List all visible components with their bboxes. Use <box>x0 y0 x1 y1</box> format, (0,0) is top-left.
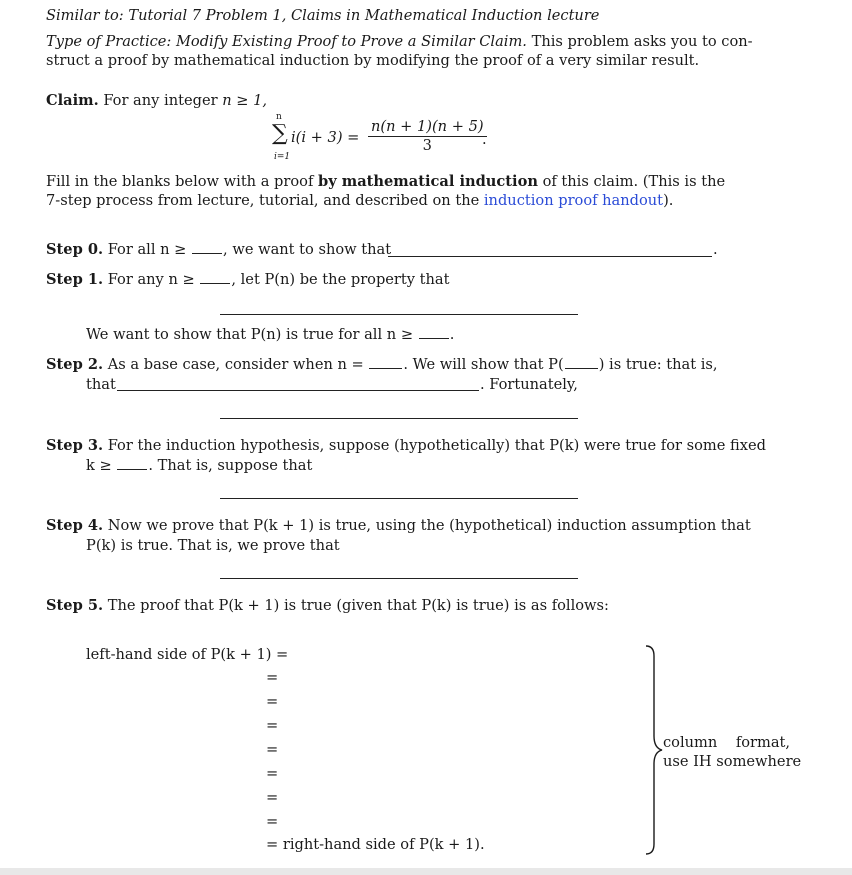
derivation-eq-1[interactable]: = <box>266 669 279 686</box>
step-4-line-2: P(k) is true. That is, we prove that <box>86 537 340 554</box>
instructions-line-1 <box>46 172 725 192</box>
instr-text-2c: ). <box>663 192 674 209</box>
step-3-text-a: For the induction hypothesis, suppose (hypothetically) that P(k) were true for some fixed <box>103 437 766 454</box>
induction-handout-link[interactable]: induction proof handout <box>483 192 664 209</box>
fraction-denominator: 3 <box>422 137 432 154</box>
step-1-want-blank[interactable] <box>419 326 449 339</box>
step-4 <box>46 516 751 536</box>
step-1-property-blank[interactable] <box>220 314 578 315</box>
step-3-line-2 <box>86 456 312 476</box>
step-0-n-blank[interactable] <box>192 241 222 254</box>
step-0-statement-blank[interactable] <box>388 256 712 257</box>
similar-to-line: Similar to: Tutorial 7 Problem 1, Claims in Mathematical Induction lecture <box>46 7 600 24</box>
step-2-n-blank[interactable] <box>369 356 402 369</box>
step-1-text-b: , let P(n) be the property that <box>231 271 450 288</box>
instr-text-c: of this claim. (This is the <box>537 173 726 190</box>
step-5-label: Step 5. <box>46 597 104 614</box>
derivation-eq-4[interactable]: = <box>266 741 279 758</box>
derivation-eq-6[interactable]: = <box>266 789 279 806</box>
claim-period: . <box>482 131 487 148</box>
claim-text: For any integer <box>98 92 223 109</box>
step-1-want: We want to show that P(n) is true for all n ≥ . <box>86 326 455 343</box>
sum-body: i(i + 3) = <box>291 129 360 146</box>
step-5 <box>46 596 609 616</box>
derivation-eq-2[interactable]: = <box>266 693 279 710</box>
step-3-k-blank[interactable] <box>117 457 147 470</box>
step-5-text-a: The proof that P(k + 1) is true (given that P(k) is true) is as follows: <box>103 597 609 614</box>
step-2 <box>46 355 718 375</box>
step-3-text-b: k ≥ <box>86 457 117 474</box>
page-bottom-edge <box>0 868 852 875</box>
claim-condition: n ≥ 1, <box>222 92 268 109</box>
step-0-label: Step 0. <box>46 241 104 258</box>
instr-bold: by mathematical induction <box>318 173 538 190</box>
step-4-text-a: Now we prove that P(k + 1) is true, using the (hypothetical) induction assumption that <box>103 517 751 534</box>
step-2-base-blank[interactable] <box>117 390 479 391</box>
derivation-lhs: left-hand side of P(k + 1) = <box>86 646 289 663</box>
instr-text-a: Fill in the blanks below with a proof <box>46 173 318 190</box>
claim-line <box>46 91 267 111</box>
step-2-text-b: . We will show that P( <box>403 356 564 373</box>
step-0 <box>46 240 391 260</box>
right-brace <box>640 644 664 856</box>
derivation-eq-3[interactable]: = <box>266 717 279 734</box>
step-0-period: . <box>713 241 718 258</box>
practice-label: Type of Practice: Modify Existing Proof to Prove a Similar Claim. <box>46 33 527 50</box>
step-1-label: Step 1. <box>46 271 104 288</box>
step-0-text-b: , we want to show that <box>223 241 392 258</box>
step-3-hypothesis-blank[interactable] <box>220 498 578 499</box>
sum-symbol: ∑ <box>272 121 288 146</box>
instructions-line-2 <box>46 191 673 211</box>
step-0-text-a: For all n ≥ <box>103 241 192 258</box>
step-2-text-c: ) is true: that is, <box>598 356 718 373</box>
step-3-label: Step 3. <box>46 437 104 454</box>
practice-line-1 <box>46 32 753 52</box>
sum-upper-limit: n <box>276 112 282 122</box>
step-2-label: Step 2. <box>46 356 104 373</box>
claim-label: Claim. <box>46 92 99 109</box>
instr-text-2a: 7-step process from lecture, tutorial, and described on the <box>46 192 484 209</box>
step-1-n-blank[interactable] <box>200 271 230 284</box>
step-2-text-a: As a base case, consider when n = <box>103 356 369 373</box>
derivation-eq-7[interactable]: = <box>266 813 279 830</box>
practice-line-2: struct a proof by mathematical induction by modifying the proof of a very similar result. <box>46 52 700 69</box>
step-2-verify-blank[interactable] <box>220 418 578 419</box>
claim-fraction <box>368 118 487 155</box>
brace-note-line-2: use IH somewhere <box>663 753 802 770</box>
step-4-label: Step 4. <box>46 517 104 534</box>
step-2-that: that <box>86 376 116 393</box>
step-1 <box>46 270 449 290</box>
step-3-text-c: . That is, suppose that <box>148 457 313 474</box>
sum-lower-limit: i=1 <box>274 152 291 162</box>
derivation-eq-5[interactable]: = <box>266 765 279 782</box>
step-2-fortunately: . Fortunately, <box>480 376 578 393</box>
brace-note-line-1: column format, <box>663 734 791 751</box>
step-1-want-text: We want to show that P(n) is true for all n ≥ <box>86 326 418 343</box>
fraction-numerator: n(n + 1)(n + 5) <box>368 118 487 137</box>
step-3 <box>46 436 766 456</box>
step-2-p-blank[interactable] <box>565 356 598 369</box>
derivation-rhs: = right-hand side of P(k + 1). <box>266 836 485 853</box>
practice-rest: This problem asks you to con- <box>526 33 753 50</box>
step-4-goal-blank[interactable] <box>220 578 578 579</box>
step-1-text-a: For any n ≥ <box>103 271 200 288</box>
